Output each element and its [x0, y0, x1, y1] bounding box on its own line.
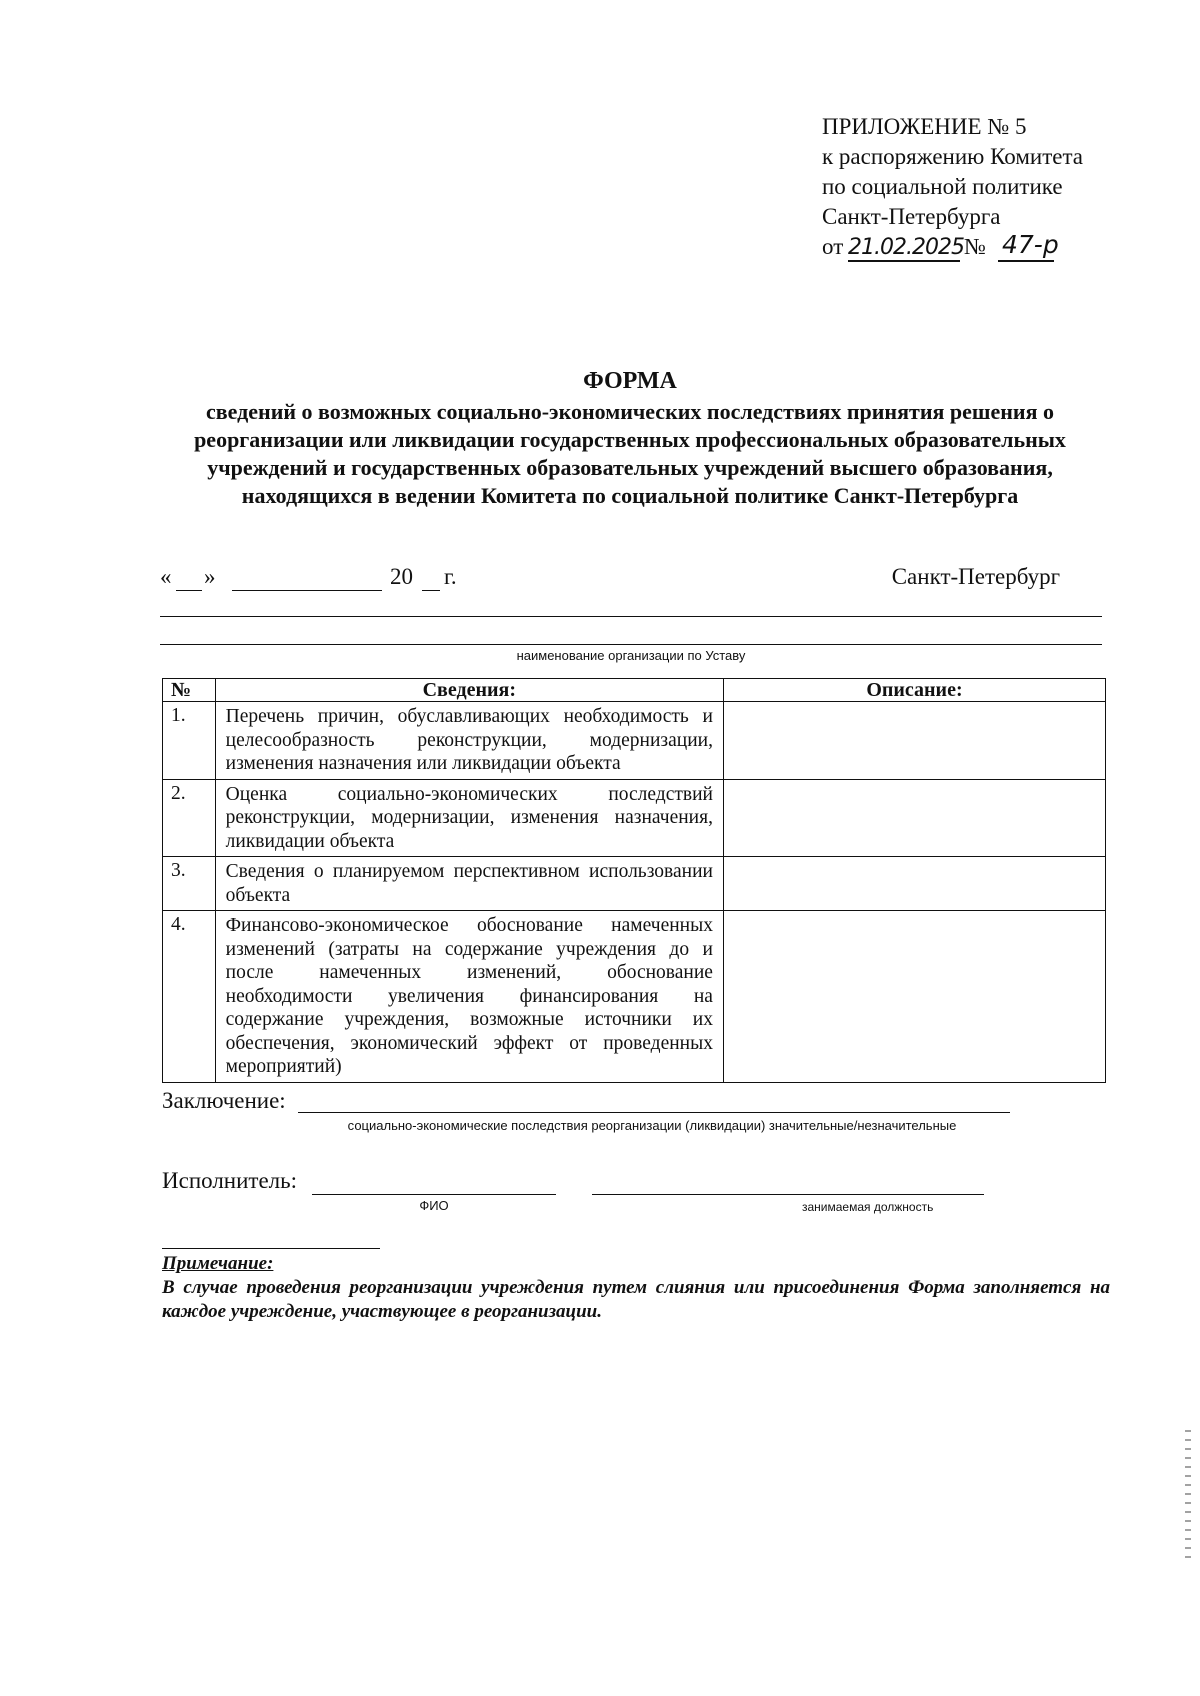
appendix-date-number — [822, 232, 1122, 266]
quote-close: » — [204, 564, 216, 589]
appendix-block — [822, 112, 1122, 266]
info-table — [162, 678, 1106, 1083]
note-title: Примечание: — [162, 1253, 274, 1274]
quote-open: « — [160, 564, 172, 589]
row-description-cell[interactable] — [723, 911, 1105, 1083]
year-prefix: 20 — [390, 564, 413, 589]
handwritten-date: 21.02.2025 — [848, 235, 964, 260]
date-city-line — [160, 564, 1060, 596]
scan-margin-marks — [1185, 1430, 1191, 1560]
row-description-cell[interactable] — [723, 779, 1105, 857]
table-row — [163, 911, 1106, 1083]
from-label: от — [822, 234, 844, 259]
note-divider — [162, 1248, 380, 1249]
row-info: Перечень причин, обуславливающих необходимость и целесообразность реконструкции, модернизации, изменения назначения или ликвидации объекта — [215, 702, 723, 780]
org-name-line-2[interactable] — [160, 644, 1102, 645]
form-title: ФОРМА — [583, 368, 677, 394]
appendix-line-committee: по социальной политике — [822, 174, 1063, 199]
executor-name-caption: ФИО — [419, 1198, 449, 1213]
executor-name-field[interactable] — [312, 1194, 556, 1195]
header-info: Сведения: — [215, 679, 723, 702]
row-description-cell[interactable] — [723, 702, 1105, 780]
executor-block — [162, 1168, 1022, 1218]
row-number: 2. — [163, 779, 216, 857]
handwritten-number: 47-р — [1002, 230, 1059, 259]
row-number: 1. — [163, 702, 216, 780]
note-block — [162, 1252, 1110, 1324]
header-description: Описание: — [723, 679, 1105, 702]
month-blank-field[interactable] — [232, 590, 382, 591]
table-row — [163, 702, 1106, 780]
conclusion-label: Заключение: — [162, 1088, 286, 1113]
org-name-line-1[interactable] — [160, 616, 1102, 617]
note-text: В случае проведения реорганизации учреждения путем слияния или присоединения Форма заполняется на каждое учреждение, участвующее в реорганизации. — [162, 1277, 1110, 1322]
header-number: № — [163, 679, 216, 702]
number-label: № — [964, 234, 986, 259]
executor-label: Исполнитель: — [162, 1168, 298, 1193]
day-blank-field[interactable] — [176, 590, 202, 591]
executor-position-caption: занимаемая должность — [802, 1200, 934, 1214]
row-info: Оценка социально-экономических последствий реконструкции, модернизации, изменения назначения, ликвидации объекта — [215, 779, 723, 857]
year-suffix: г. — [444, 564, 457, 589]
table-row — [163, 857, 1106, 911]
number-underline — [998, 260, 1054, 262]
appendix-title: ПРИЛОЖЕНИЕ № 5 — [822, 114, 1027, 139]
row-number: 3. — [163, 857, 216, 911]
table-header-row — [163, 679, 1106, 702]
row-info: Финансово-экономическое обоснование намеченных изменений (затраты на содержание учреждения до и после намеченных изменений, обоснование необходимости увеличения финансирования на содержание учреждения, возможные источники их обеспечения, экономический эффект от проведенных мероприятий) — [215, 911, 723, 1083]
conclusion-block — [162, 1088, 1022, 1148]
city-label: Санкт-Петербург — [891, 564, 1060, 589]
date-underline — [848, 260, 960, 262]
year-blank-field[interactable] — [422, 590, 440, 591]
row-description-cell[interactable] — [723, 857, 1105, 911]
appendix-line-city: Санкт-Петербурга — [822, 204, 1001, 229]
table-row — [163, 779, 1106, 857]
org-name-caption: наименование организации по Уставу — [516, 648, 746, 663]
row-number: 4. — [163, 911, 216, 1083]
executor-position-field[interactable] — [592, 1194, 984, 1195]
form-subtitle: сведений о возможных социально-экономических последствиях принятия решения о реорганизации или ликвидации государственных профессиональных образовательных учреждений и государственных образовательных учреждений высшего образования, находящихся в ведении Комитета по социальной политике Санкт-Петербурга — [194, 399, 1066, 508]
conclusion-caption: социально-экономические последствия реорганизации (ликвидации) значительные/незначительные — [347, 1118, 957, 1133]
appendix-line-order: к распоряжению Комитета — [822, 144, 1083, 169]
row-info: Сведения о планируемом перспективном использовании объекта — [215, 857, 723, 911]
form-title-block — [150, 366, 1110, 510]
conclusion-field[interactable] — [298, 1112, 1010, 1113]
